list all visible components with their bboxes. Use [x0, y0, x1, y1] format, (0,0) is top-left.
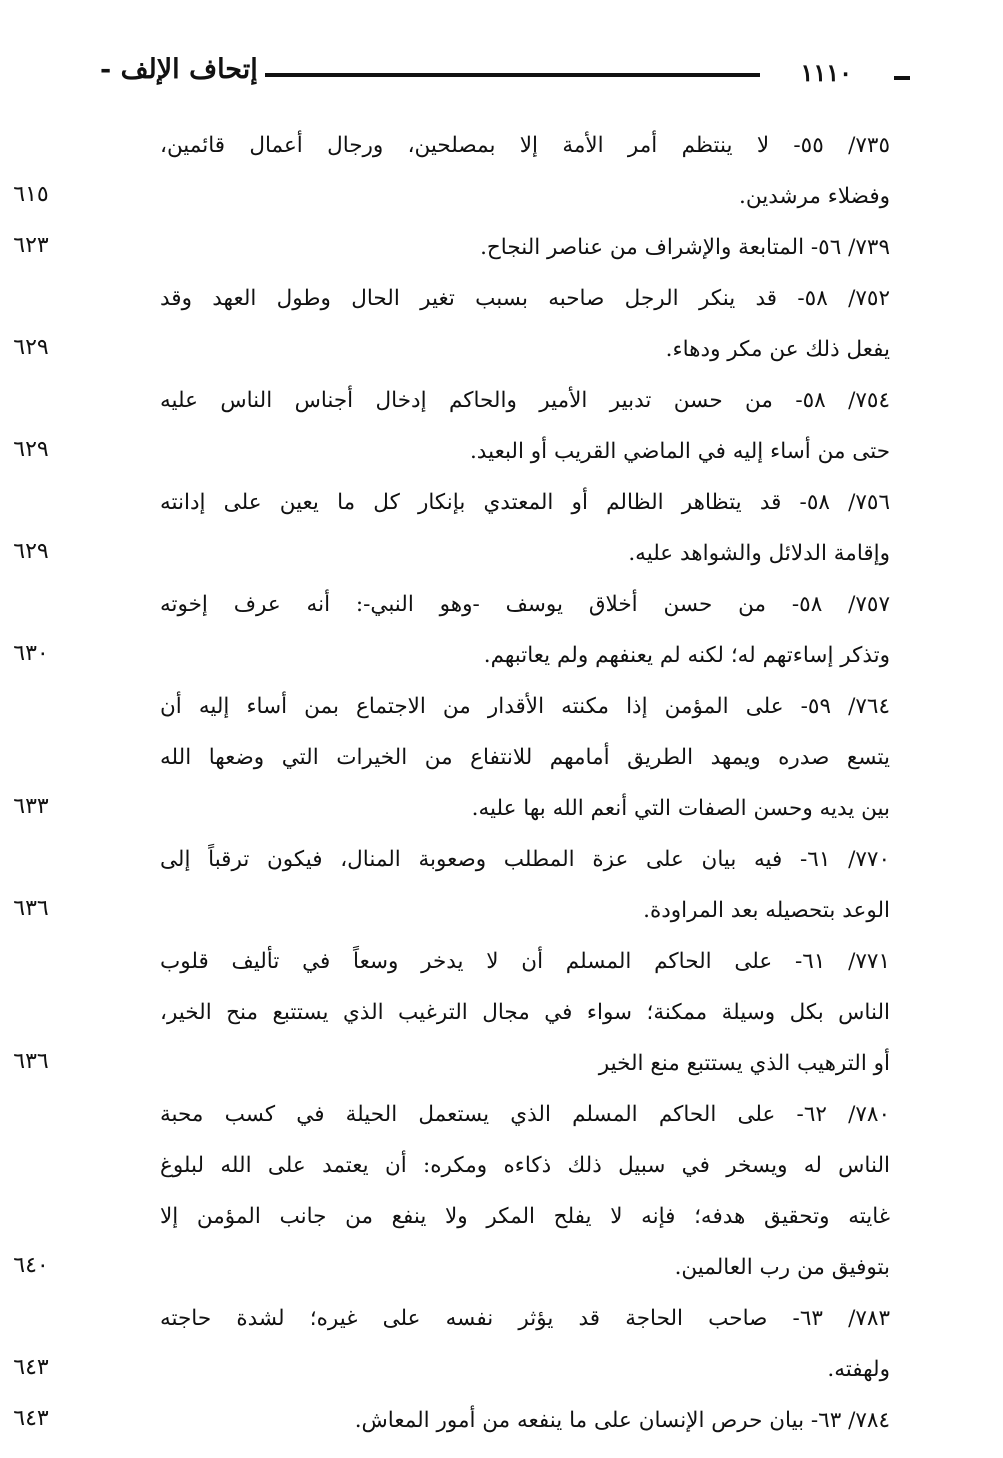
entry-page-reference: ٦٤٣ [13, 1406, 49, 1431]
index-entry [13, 579, 890, 681]
index-entry [13, 681, 890, 834]
entry-page-reference: ٦٣٦ [13, 896, 49, 921]
header-rule [265, 73, 760, 77]
entry-text [160, 477, 890, 579]
index-entry [13, 834, 891, 936]
entry-text [160, 681, 890, 834]
index-entry [13, 936, 890, 1089]
entry-line: ٧٧٠/ ٦١- فيه بيان على عزة المطلب وصعوبة المنال، فيكون ترقباً إلى [160, 847, 891, 872]
entry-text [160, 834, 890, 936]
entry-line: الناس بكل وسيلة ممكنة؛ سواء في مجال الترغيب الذي يستتبع منح الخير، [160, 1000, 890, 1025]
entry-line: وإقامة الدلائل والشواهد عليه. [628, 541, 890, 566]
entry-page-reference: ٦٤٣ [13, 1355, 49, 1380]
entry-text [160, 375, 890, 477]
entry-line: بين يديه وحسن الصفات التي أنعم الله بها عليه. [471, 796, 890, 821]
entry-page-reference: ٦٣٠ [13, 641, 49, 666]
entry-line: ولهفته. [827, 1357, 890, 1382]
entry-line: ٧٥٦/ ٥٨- قد يتظاهر الظالم أو المعتدي بإنكار كل ما يعين على إدانته [160, 490, 890, 515]
index-entry [13, 1395, 890, 1446]
entry-page-reference: ٦٢٩ [13, 335, 49, 360]
index-entry [13, 477, 890, 579]
entry-text [160, 120, 890, 222]
entry-line: وتذكر إساءتهم له؛ لكنه لم يعنفهم ولم يعاتبهم. [483, 643, 890, 668]
entry-page-reference: ٦٢٩ [13, 437, 49, 462]
entry-text [160, 579, 890, 681]
entry-line: ٧٣٥/ ٥٥- لا ينتظم أمر الأمة إلا بمصلحين، ورجال أعمال قائمين، [160, 133, 890, 158]
entry-line: ٧٦٤/ ٥٩- على المؤمن إذا مكنته الأقدار من الاجتماع بمن أساء إليه أن [160, 694, 890, 719]
entry-line: ٧٥٢/ ٥٨- قد ينكر الرجل صاحبه بسبب تغير الحال وطول العهد وقد [160, 286, 890, 311]
entry-page-reference: ٦٢٩ [13, 539, 49, 564]
entry-line: ٧٨٤/ ٦٣- بيان حرص الإنسان على ما ينفعه من أمور المعاش. [354, 1408, 890, 1433]
entry-line: ٧٥٤/ ٥٨- من حسن تدبير الأمير والحاكم إدخال أجناس الناس عليه [160, 388, 891, 413]
entry-page-reference: ٦٣٦ [13, 1049, 49, 1074]
entry-page-reference: ٦٢٣ [13, 233, 49, 258]
entry-line: بتوفيق من رب العالمين. [674, 1255, 890, 1280]
entry-text [160, 1293, 890, 1395]
index-entry [13, 1293, 891, 1395]
index-entry [13, 375, 891, 477]
index-entry [13, 1089, 890, 1293]
entry-line: الوعد بتحصيله بعد المراودة. [643, 898, 890, 923]
index-entry [13, 222, 890, 273]
entry-line: الناس له ويسخر في سبيل ذلك ذكاءه ومكره: أن يعتمد على الله لبلوغ [160, 1153, 890, 1178]
entry-line: ٧٧١/ ٦١- على الحاكم المسلم أن لا يدخر وسعاً في تأليف قلوب [160, 949, 890, 974]
entry-line: ٧٨٠/ ٦٢- على الحاكم المسلم الذي يستعمل الحيلة في كسب محبة [160, 1102, 890, 1127]
entry-line: حتى من أساء إليه في الماضي القريب أو البعيد. [469, 439, 890, 464]
entry-line: يتسع صدره ويمهد الطريق أمامهم للانتفاع من الخيرات التي وضعها الله [160, 745, 890, 770]
header-dash [894, 76, 910, 80]
entry-text [160, 1089, 890, 1293]
entry-text [160, 273, 890, 375]
book-title: إتحاف الإلف - [100, 54, 258, 85]
entry-text [160, 1395, 890, 1446]
entry-line: أو الترهيب الذي يستتبع منع الخير [598, 1051, 890, 1076]
index-entry [13, 120, 890, 222]
entry-line: غايته وتحقيق هدفه؛ فإنه لا يفلح المكر ولا ينفع من جانب المؤمن إلا [160, 1204, 890, 1229]
entry-line: يفعل ذلك عن مكر ودهاء. [665, 337, 890, 362]
entry-line: ٧٥٧/ ٥٨- من حسن أخلاق يوسف -وهو النبي-: أنه عرف إخوته [160, 592, 890, 617]
entry-page-reference: ٦٤٠ [13, 1253, 49, 1278]
page-number: ١١١٠ [800, 58, 852, 87]
running-header [90, 52, 910, 98]
entry-line: ٧٣٩/ ٥٦- المتابعة والإشراف من عناصر النجاح. [480, 235, 890, 260]
entry-page-reference: ٦١٥ [13, 182, 49, 207]
entry-text [160, 936, 890, 1089]
entry-page-reference: ٦٣٣ [13, 794, 49, 819]
entry-line: وفضلاء مرشدين. [739, 184, 890, 209]
index-entries [13, 120, 891, 1446]
entry-line: ٧٨٣/ ٦٣- صاحب الحاجة قد يؤثر نفسه على غيره؛ لشدة حاجته [160, 1306, 891, 1331]
entry-text [160, 222, 890, 273]
index-entry [13, 273, 890, 375]
